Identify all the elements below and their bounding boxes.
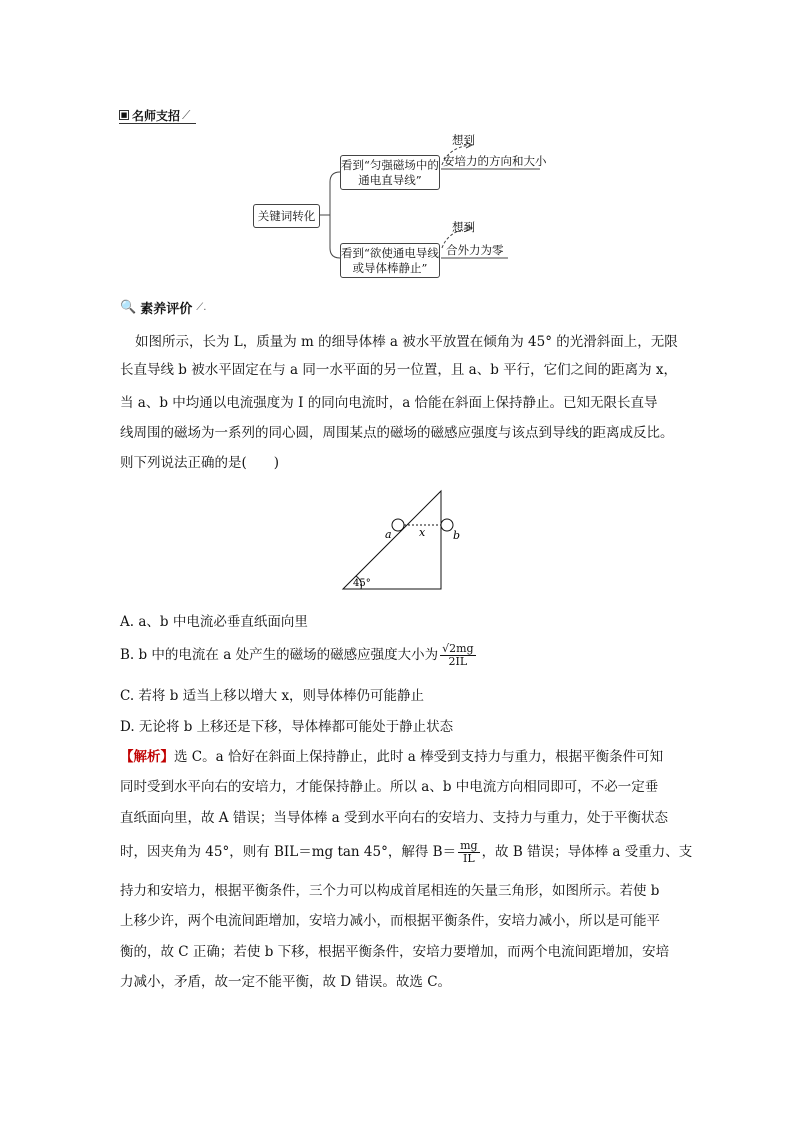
option-c: C. 若将 b 适当上移以增大 x，则导体棒仍可能静止	[120, 688, 425, 704]
problem-line-1: 如图所示，长为 L，质量为 m 的细导体棒 a 被水平放置在倾角为 45° 的光滑斜面上，无限	[135, 334, 678, 350]
bottom-think-label: 想到	[452, 220, 475, 234]
label-x: x	[419, 526, 426, 539]
analysis-line-3: 直纸面向里，故 A 错误；当导体棒 a 受到水平向右的安培力、支持力与重力，处于平衡状态	[120, 810, 668, 826]
analysis-tag: 【解析】	[120, 749, 174, 765]
bottom-node-line1: 看到“欲使通电导线	[341, 246, 439, 260]
tips-header-label: 名师支招	[132, 108, 181, 123]
angle-label: 45°	[353, 578, 371, 589]
analysis-fraction	[458, 840, 479, 865]
analysis-line-1-text: 选 C。a 恰好在斜面上保持静止，此时 a 棒受到支持力与重力，根据平衡条件可知	[174, 749, 664, 765]
magnifier-icon: 🔍	[120, 299, 137, 315]
option-b-text: B. b 中的电流在 a 处产生的磁场的磁感应强度大小为	[120, 647, 439, 663]
option-b-numerator: √2mg	[442, 641, 474, 655]
analysis-line-4-suffix: ，故 B 错误；导体棒 a 受重力、支	[481, 844, 693, 860]
branch-brace	[330, 172, 340, 258]
top-node-line1: 看到“匀强磁场中的	[341, 158, 439, 172]
bottom-result-label: 合外力为零	[446, 243, 504, 257]
option-b-fraction	[440, 643, 475, 668]
mindmap-center-node	[253, 204, 320, 228]
square-icon: ■	[120, 111, 128, 119]
section-title: 素养评价	[140, 301, 193, 317]
mindmap-top-node	[340, 155, 440, 190]
analysis-line-7: 衡的，故 C 正确；若使 b 下移，根据平衡条件，安培力要增加，而两个电流间距增加，安培	[120, 944, 670, 960]
section-heading	[120, 298, 206, 316]
analysis-line-4-prefix: 时，因夹角为 45°，则有 BIL＝mg tan 45°，解得 B＝	[120, 844, 457, 860]
label-a: a	[385, 528, 392, 541]
problem-line-3: 当 a、b 中均通以电流强度为 I 的同向电流时，a 恰能在斜面上保持静止。已知无限长直导	[120, 395, 658, 411]
conductor-b	[441, 519, 453, 531]
top-result-label: 安培力的方向和大小	[443, 154, 547, 168]
bottom-node-line2: 或导体棒静止”	[352, 261, 428, 275]
option-a: A. a、b 中电流必垂直纸面向里	[120, 614, 308, 630]
problem-line-4: 线周围的磁场为一系列的同心圆，周围某点的磁场的磁感应强度与该点到导线的距离成反比。	[120, 425, 674, 441]
section-tail-decoration: ⟋.	[196, 301, 207, 313]
conductor-a	[392, 519, 404, 531]
top-think-label: 想到	[452, 133, 475, 147]
analysis-line-2: 同时受到水平向右的安培力，才能保持静止。所以 a、b 中电流方向相同即可，不必一定垂	[120, 779, 659, 795]
analysis-line-1	[120, 747, 663, 767]
slash-decoration: ⟋	[182, 107, 191, 122]
problem-line-5: 则下列说法正确的是( )	[120, 455, 280, 471]
analysis-line-6: 上移少许，两个电流间距增加，安培力减小，而根据平衡条件，安培力减小，所以是可能平	[120, 913, 660, 929]
analysis-fraction-denominator: IL	[462, 851, 475, 865]
analysis-line-8: 力减小，矛盾，故一定不能平衡，故 D 错误。故选 C。	[120, 974, 452, 990]
analysis-fraction-numerator: mg	[460, 838, 478, 852]
incline-triangle	[343, 491, 441, 589]
option-d: D. 无论将 b 上移还是下移，导体棒都可能处于静止状态	[120, 719, 454, 735]
problem-line-2: 长直导线 b 被水平固定在与 a 同一水平面的另一位置，且 a、b 平行，它们之间的距离为 x，	[120, 362, 678, 378]
mindmap-bottom-node	[340, 243, 440, 278]
label-b: b	[453, 529, 461, 542]
analysis-line-4	[120, 838, 692, 866]
incline-figure	[335, 485, 475, 595]
analysis-line-5: 持力和安培力，根据平衡条件，三个力可以构成首尾相连的矢量三角形，如图所示。若使 b	[120, 883, 660, 899]
option-b-denominator: 2IL	[448, 654, 468, 668]
option-b	[120, 642, 478, 668]
center-label: 关键词转化	[257, 209, 316, 223]
top-node-line2: 通电直导线”	[358, 173, 422, 187]
